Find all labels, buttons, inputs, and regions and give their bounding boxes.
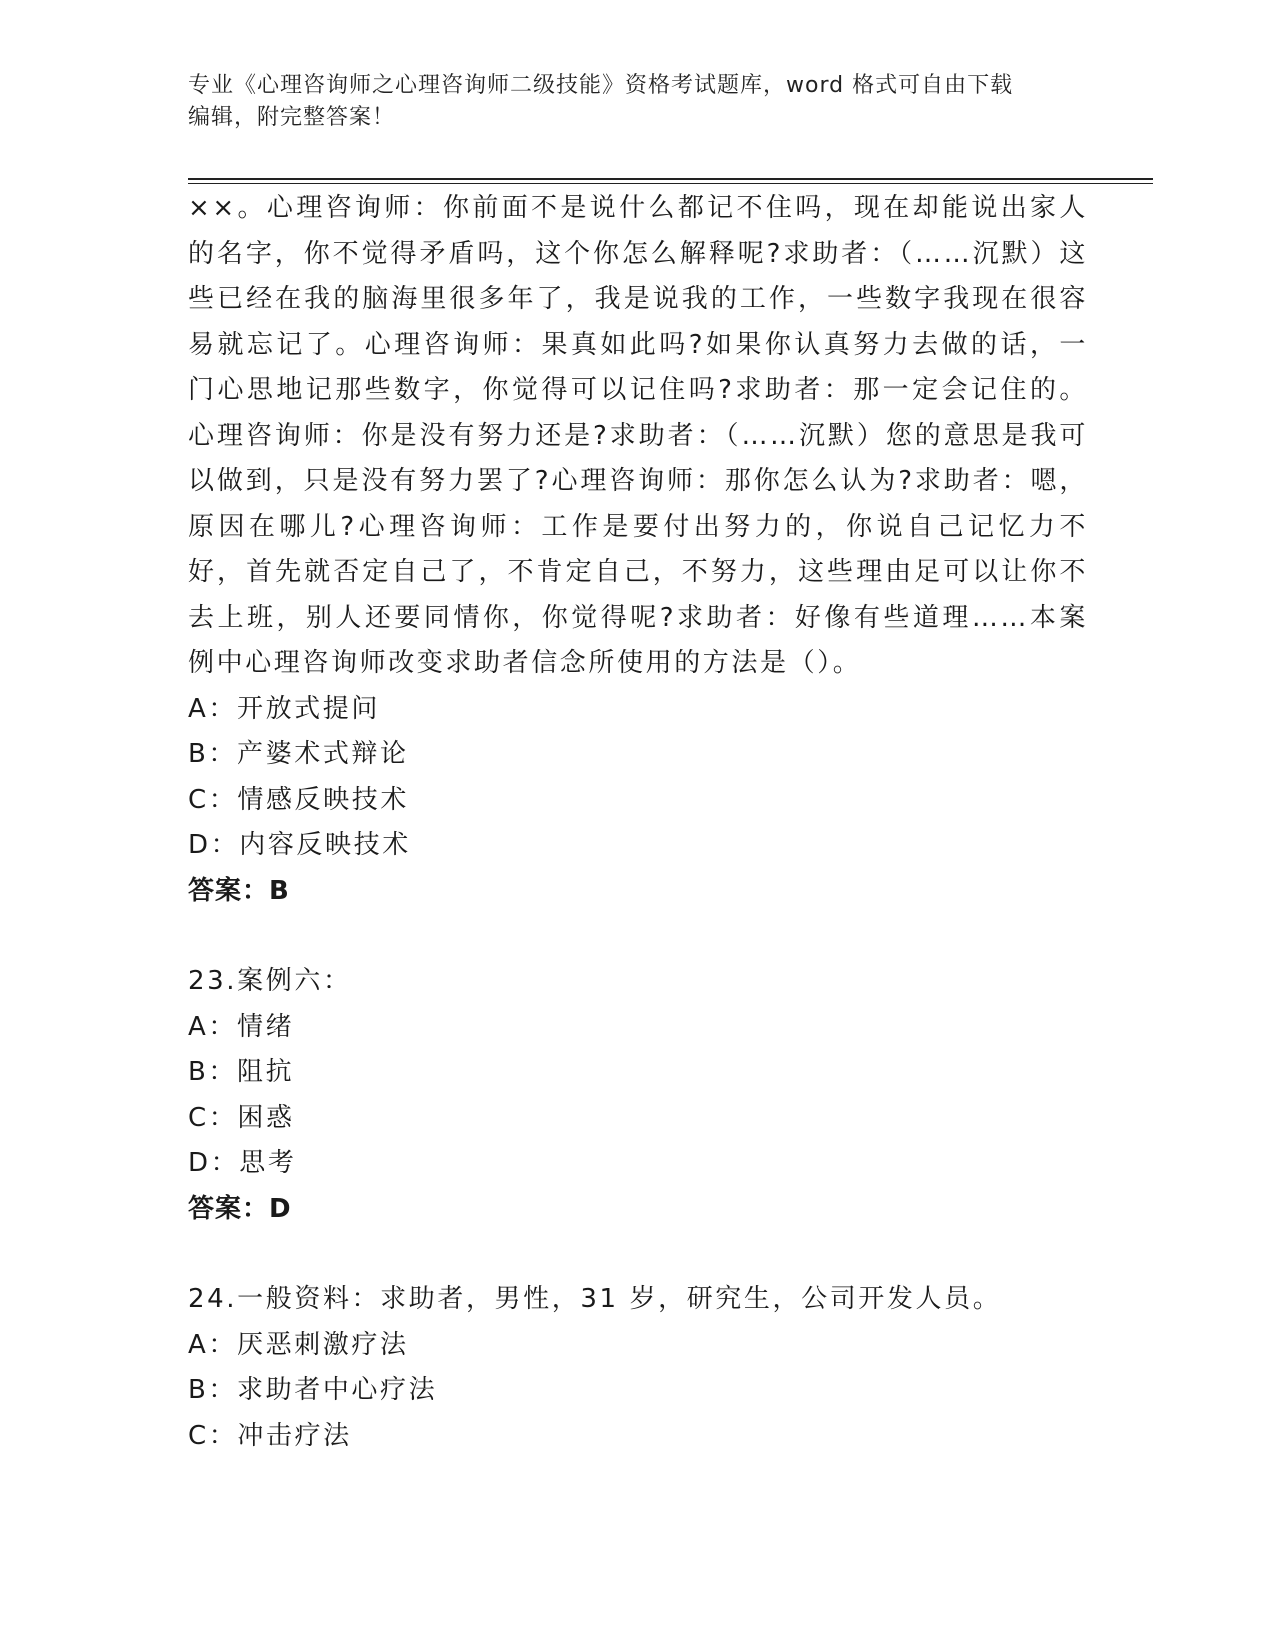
option-a: A：情绪 <box>188 1011 295 1042</box>
header-divider-thick <box>188 178 1153 180</box>
spacer <box>188 1232 1088 1277</box>
header-line-1: 专业《心理咨询师之心理咨询师二级技能》资格考试题库，word 格式可自由下载 <box>188 73 1014 98</box>
header-line-2: 编辑，附完整答案！ <box>188 105 396 130</box>
option-b: B：阻抗 <box>188 1057 295 1087</box>
question-23 <box>188 959 1088 1232</box>
question-title: 24.一般资料：求助者，男性，31 岁，研究生，公司开发人员。 <box>188 1284 1002 1314</box>
option-a: A：厌恶刺激疗法 <box>188 1329 409 1360</box>
question-passage: ××。心理咨询师：你前面不是说什么都记不住吗，现在却能说出家人的名字，你不觉得矛盾吗，这个你怎么解释呢?求助者：（……沉默）这些已经在我的脑海里很多年了，我是说我的工作，一些数字我现在很容易就忘记了。心理咨询师：果真如此吗?如果你认真努力去做的话，一门心思地记那些数字，你觉得可以记住吗?求助者：那一定会记住的。心理咨询师：你是没有努力还是?求助者：（……沉默）您的意思是我可以做到，只是没有努力罢了?心理咨询师：那你怎么认为?求助者：嗯，原因在哪儿?心理咨询师：工作是要付出努力的，你说自己记忆力不好，首先就否定自己了，不肯定自己，不努力，这些理由足可以让你不去上班，别人还要同情你，你觉得呢?求助者：好像有些道理……本案例中心理咨询师改变求助者信念所使用的方法是（）。 <box>188 193 1088 678</box>
header-divider-thin <box>188 183 1153 184</box>
option-c: C：情感反映技术 <box>188 784 409 815</box>
option-d: D：内容反映技术 <box>188 830 411 860</box>
option-b: B：产婆术式辩论 <box>188 739 409 769</box>
option-c: C：困惑 <box>188 1102 295 1133</box>
option-d: D：思考 <box>188 1148 297 1178</box>
question-24 <box>188 1277 1088 1459</box>
option-c: C：冲击疗法 <box>188 1420 352 1451</box>
question-title: 23.案例六： <box>188 966 352 996</box>
spacer <box>188 914 1088 959</box>
answer-line: 答案：B <box>188 875 290 906</box>
document-body <box>188 186 1088 1459</box>
option-a: A：开放式提问 <box>188 693 380 724</box>
question-22 <box>188 186 1088 914</box>
option-b: B：求助者中心疗法 <box>188 1375 438 1405</box>
answer-line: 答案：D <box>188 1193 292 1224</box>
document-header <box>188 70 1088 134</box>
